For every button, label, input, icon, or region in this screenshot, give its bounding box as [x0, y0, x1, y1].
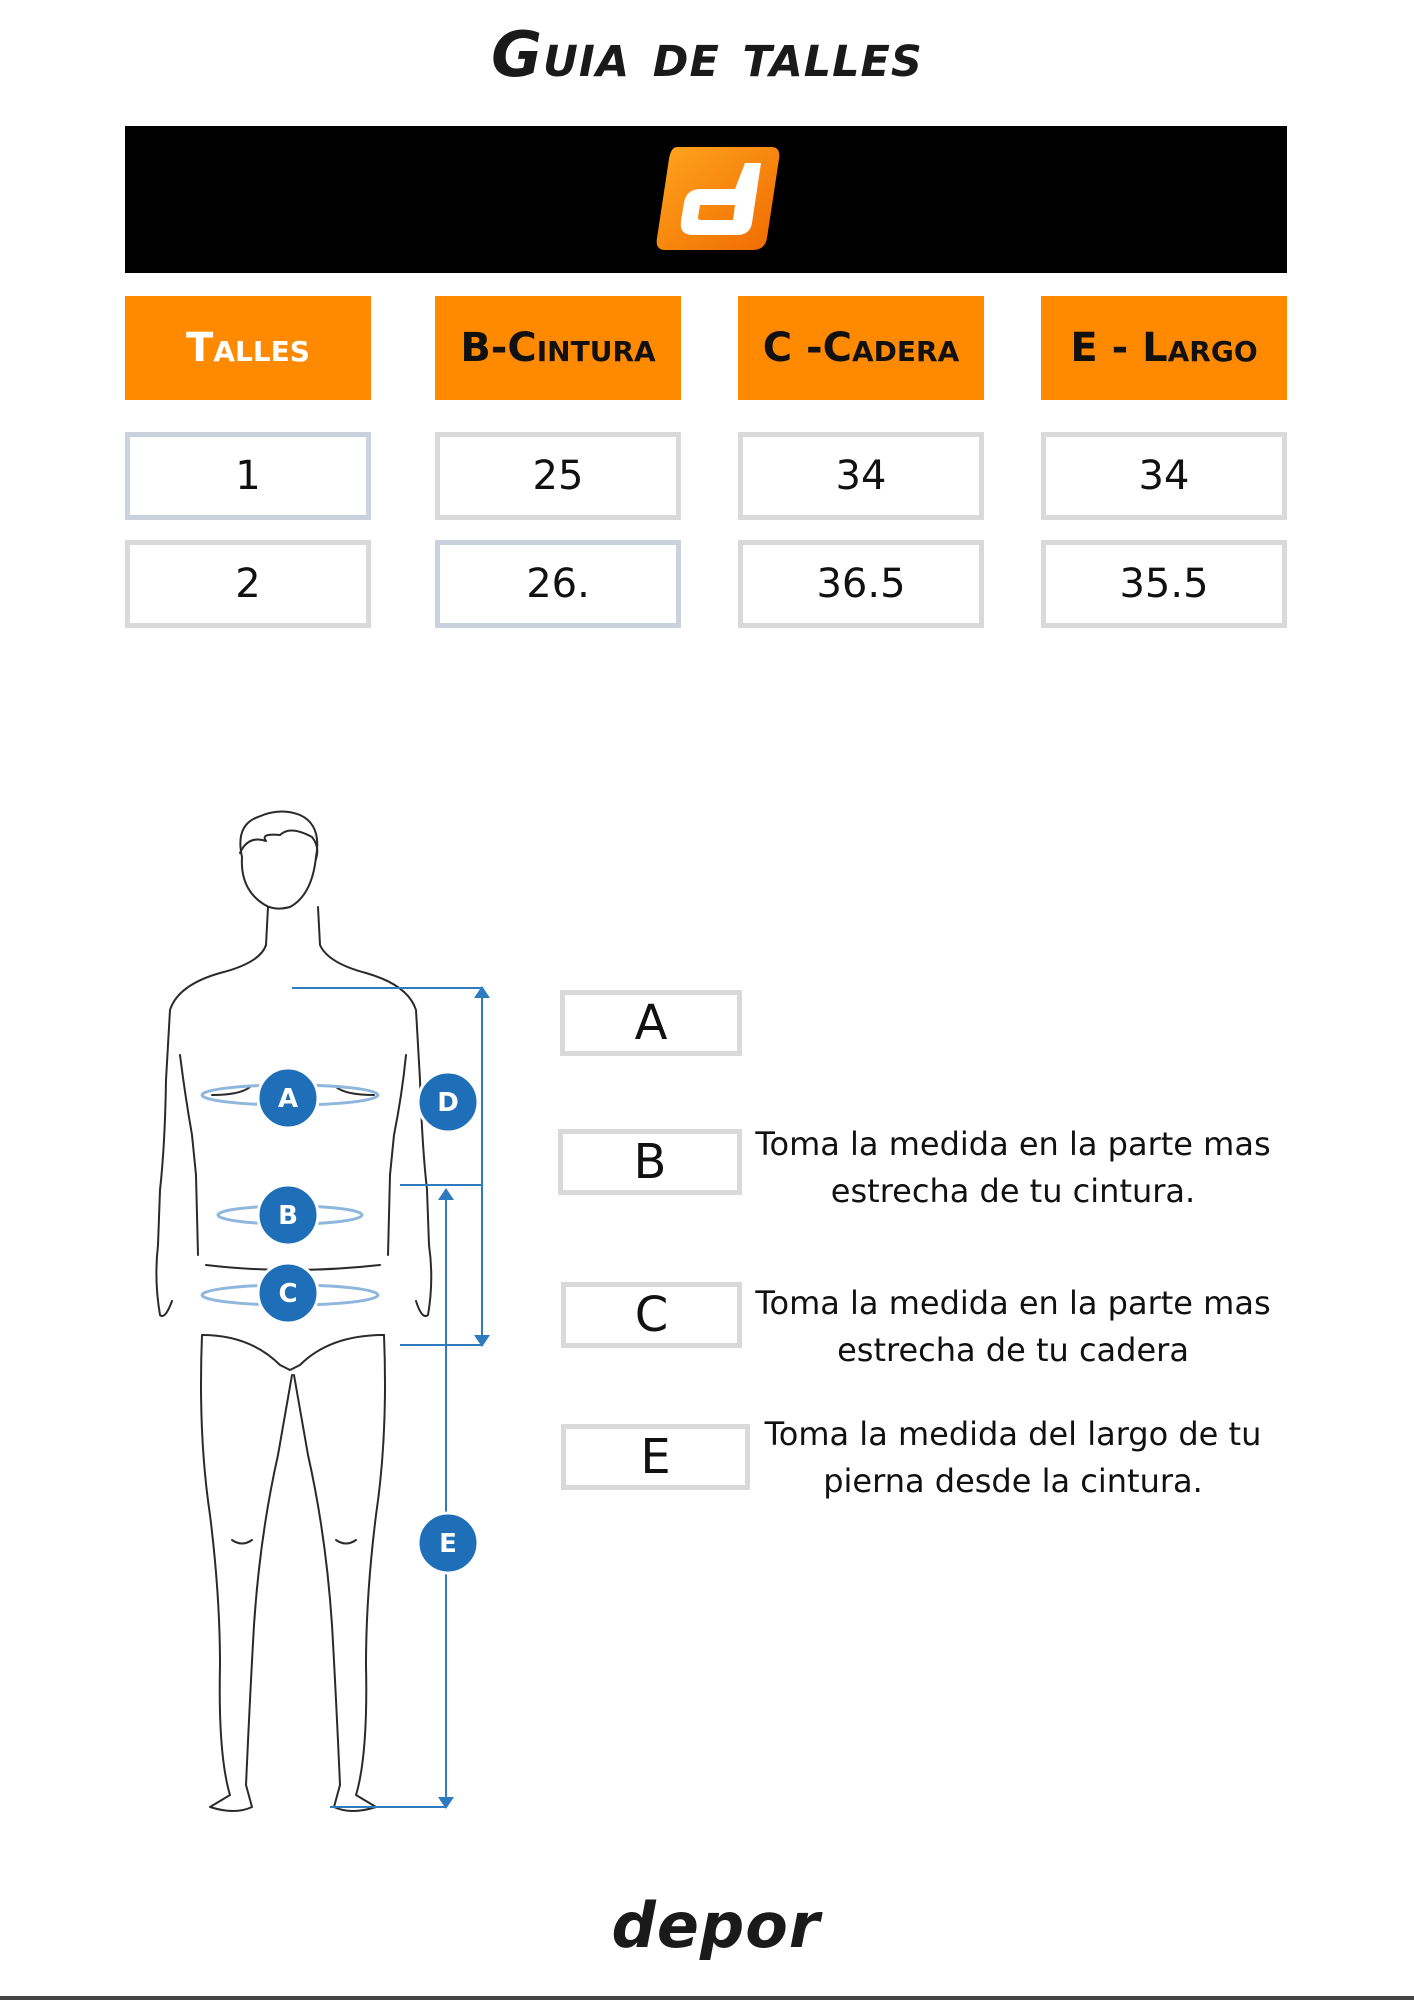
page-bottom-border [0, 1996, 1414, 2000]
legend-label-b: B [558, 1129, 742, 1195]
header-cintura: B-Cintura [435, 296, 681, 400]
table-cell: 35.5 [1041, 540, 1287, 628]
marker-e: E [439, 1529, 457, 1559]
page-title: Guia de talles [491, 18, 923, 91]
legend-label-e: E [561, 1424, 750, 1490]
marker-d: D [437, 1088, 459, 1118]
marker-a: A [277, 1084, 299, 1114]
table-cell: 34 [1041, 432, 1287, 520]
table-cell: 25 [435, 432, 681, 520]
legend-label-a: A [560, 990, 742, 1056]
table-cell: 36.5 [738, 540, 984, 628]
header-talles: Talles [125, 296, 371, 400]
header-largo: E - Largo [1041, 296, 1287, 400]
table-cell: 34 [738, 432, 984, 520]
depor-logo-icon [653, 143, 783, 254]
body-measurement-diagram [140, 795, 520, 1825]
legend-desc-b: Toma la medida en la parte mas estrecha de tu cintura. [755, 1125, 1271, 1210]
legend-label-c: C [561, 1282, 742, 1348]
brand-name: depor [611, 1895, 821, 1962]
depor-wordmark-logo [588, 1895, 844, 1967]
header-cadera: C -Cadera [738, 296, 984, 400]
marker-b: B [278, 1201, 298, 1231]
legend-desc-c: Toma la medida en la parte mas estrecha de tu cadera [755, 1284, 1271, 1369]
brand-banner [125, 126, 1287, 273]
table-cell: 1 [125, 432, 371, 520]
legend-desc-e: Toma la medida del largo de tu pierna desde la cintura. [764, 1415, 1262, 1500]
table-cell: 26. [435, 540, 681, 628]
table-cell: 2 [125, 540, 371, 628]
marker-c: C [278, 1279, 298, 1309]
